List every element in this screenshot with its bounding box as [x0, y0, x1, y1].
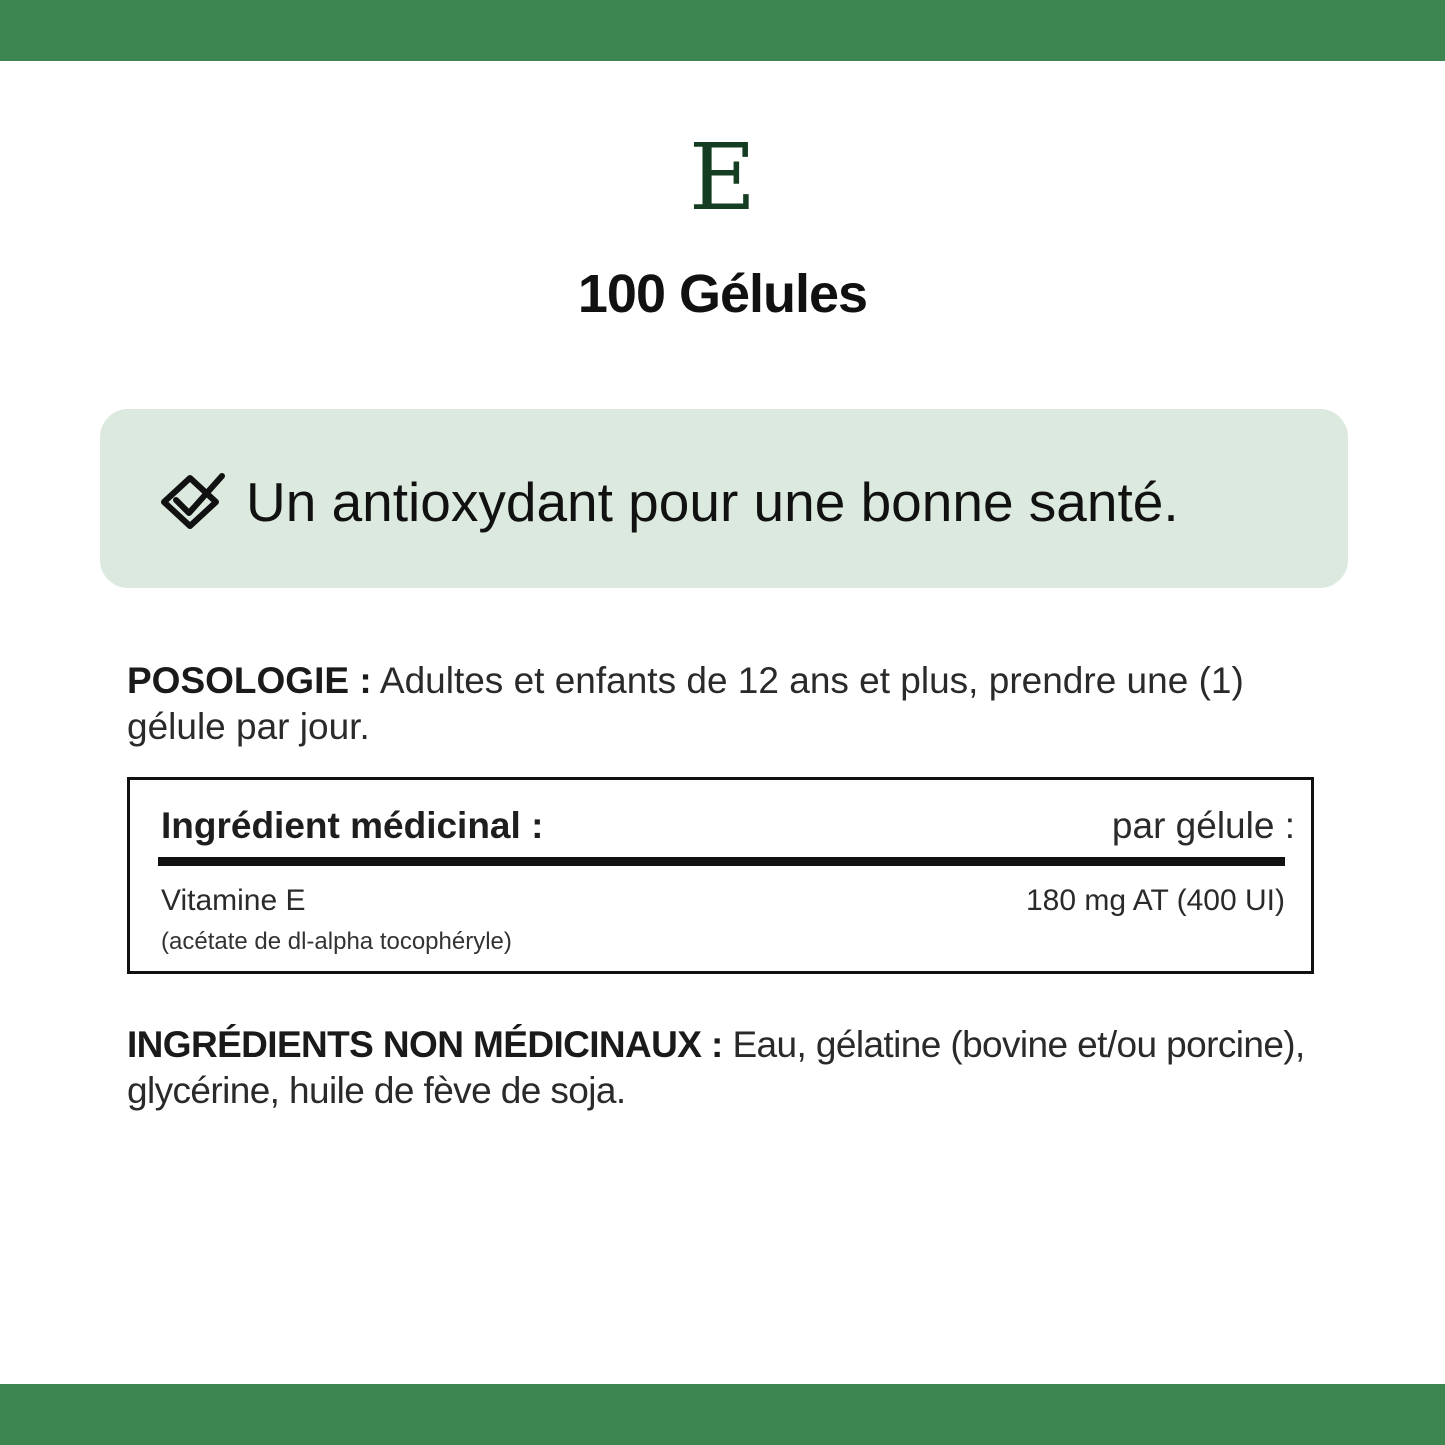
bottom-green-band [0, 1384, 1445, 1445]
ingredient-name: Vitamine E [161, 884, 306, 917]
medicinal-ingredient-header: Ingrédient médicinal : [161, 805, 544, 846]
non-medicinal-paragraph [127, 1022, 1327, 1114]
non-medicinal-label: INGRÉDIENTS NON MÉDICINAUX : [127, 1024, 723, 1065]
capsule-count: 100 Gélules [577, 264, 868, 324]
non-medicinal-text: Eau, gélatine (bovine et/ou porcine), glycérine, huile de fève de soja. [127, 1024, 1305, 1111]
dosage-paragraph [127, 658, 1327, 750]
ingredient-amount: 180 mg AT (400 UI) [1025, 884, 1285, 917]
dosage-text: Adultes et enfants de 12 ans et plus, prendre une (1) gélule par jour. [127, 660, 1244, 747]
table-divider [158, 857, 1285, 866]
ingredient-source: (acétate de dl-alpha tocophéryle) [161, 928, 512, 955]
vitamin-letter: E [688, 124, 757, 231]
check-box-icon [160, 470, 226, 532]
claim-text: Un antioxydant pour une bonne santé. [246, 471, 1179, 533]
dosage-label: POSOLOGIE : [127, 660, 372, 701]
top-green-band [0, 0, 1445, 61]
per-capsule-header: par gélule : [1111, 805, 1295, 846]
medicinal-ingredients-table [127, 777, 1314, 974]
